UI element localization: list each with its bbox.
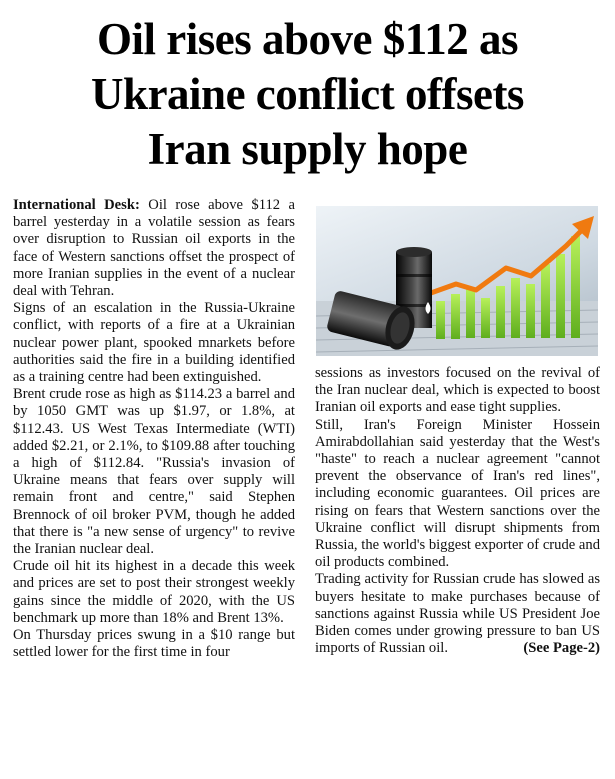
oil-barrels-and-rising-chart-photo <box>316 206 598 356</box>
right-column <box>315 365 600 657</box>
paragraph-7: Still, Iran's Foreign Minister Hossein Amirabdollahian said yesterday that the West's "haste" to reach a nuclear agreement "cannot prevent the observance of Iran's red lines", including economic guarantees. Oil prices are rising on fears that Western sanctions over the Ukraine conflict will disrupt shipments from Russia, the world's biggest exporter of crude and oil products combined. <box>315 416 600 571</box>
paragraph-2: Signs of an escalation in the Russia-Ukraine conflict, with reports of a fire at a Ukrainian nuclear power plant, spooked mnarkets before authorities said the fire in a building identified as a training centre had been extinguished. <box>13 300 295 386</box>
paragraph-1-text: Oil rose above $112 a barrel yesterday in a volatile session as fears over disruption to Russian oil exports in the face of Western sanctions offset the prospect of more Iranian supplies in the event of a nuclear deal with Tehran. <box>13 197 295 300</box>
paragraph-3: Brent crude rose as high as $114.23 a barrel and by 1050 GMT was up $1.97, or 1.8%, at $112.43. US West Texas Intermediate (WTI) added $2.21, or 2.1%, to $109.88 after touching a high of $112.84. "Russia's invasion of Ukraine means that fears over supply will remain front and centre," said Stephen Brennock of oil broker PVM, though he added that there is "a new sense of urgency" to revive the Iranian nuclear deal. <box>13 386 295 558</box>
photo-illustration <box>316 206 598 356</box>
paragraph-1 <box>13 197 295 300</box>
paragraph-8-text: Trading activity for Russian crude has slowed as buyers hesitate to make purchases because of sanctions against Russia while US President Joe Biden comes under growing pressure to ban US imports of Russian oil. <box>315 571 600 657</box>
paragraph-5: On Thursday prices swung in a $10 range but settled lower for the first time in four <box>13 627 295 661</box>
paragraph-8 <box>315 571 600 657</box>
paragraph-6: sessions as investors focused on the revival of the Iran nuclear deal, which is expected to boost Iranian oil exports and ease tight supplies. <box>315 365 600 416</box>
headline-line-1: Oil rises above $112 as <box>96 14 518 64</box>
left-column <box>13 197 295 661</box>
headline-line-3: Iran supply hope <box>147 124 468 174</box>
dateline: International Desk: <box>13 197 140 213</box>
headline-line-2: Ukraine conflict offsets <box>91 69 524 119</box>
paragraph-4: Crude oil hit its highest in a decade this week and prices are set to post their strongest weekly gains since the middle of 2020, with the US benchmark up more than 18% and Brent 13%. <box>13 558 295 626</box>
headline <box>10 12 605 177</box>
see-page-link: (See Page-2) <box>523 640 600 657</box>
